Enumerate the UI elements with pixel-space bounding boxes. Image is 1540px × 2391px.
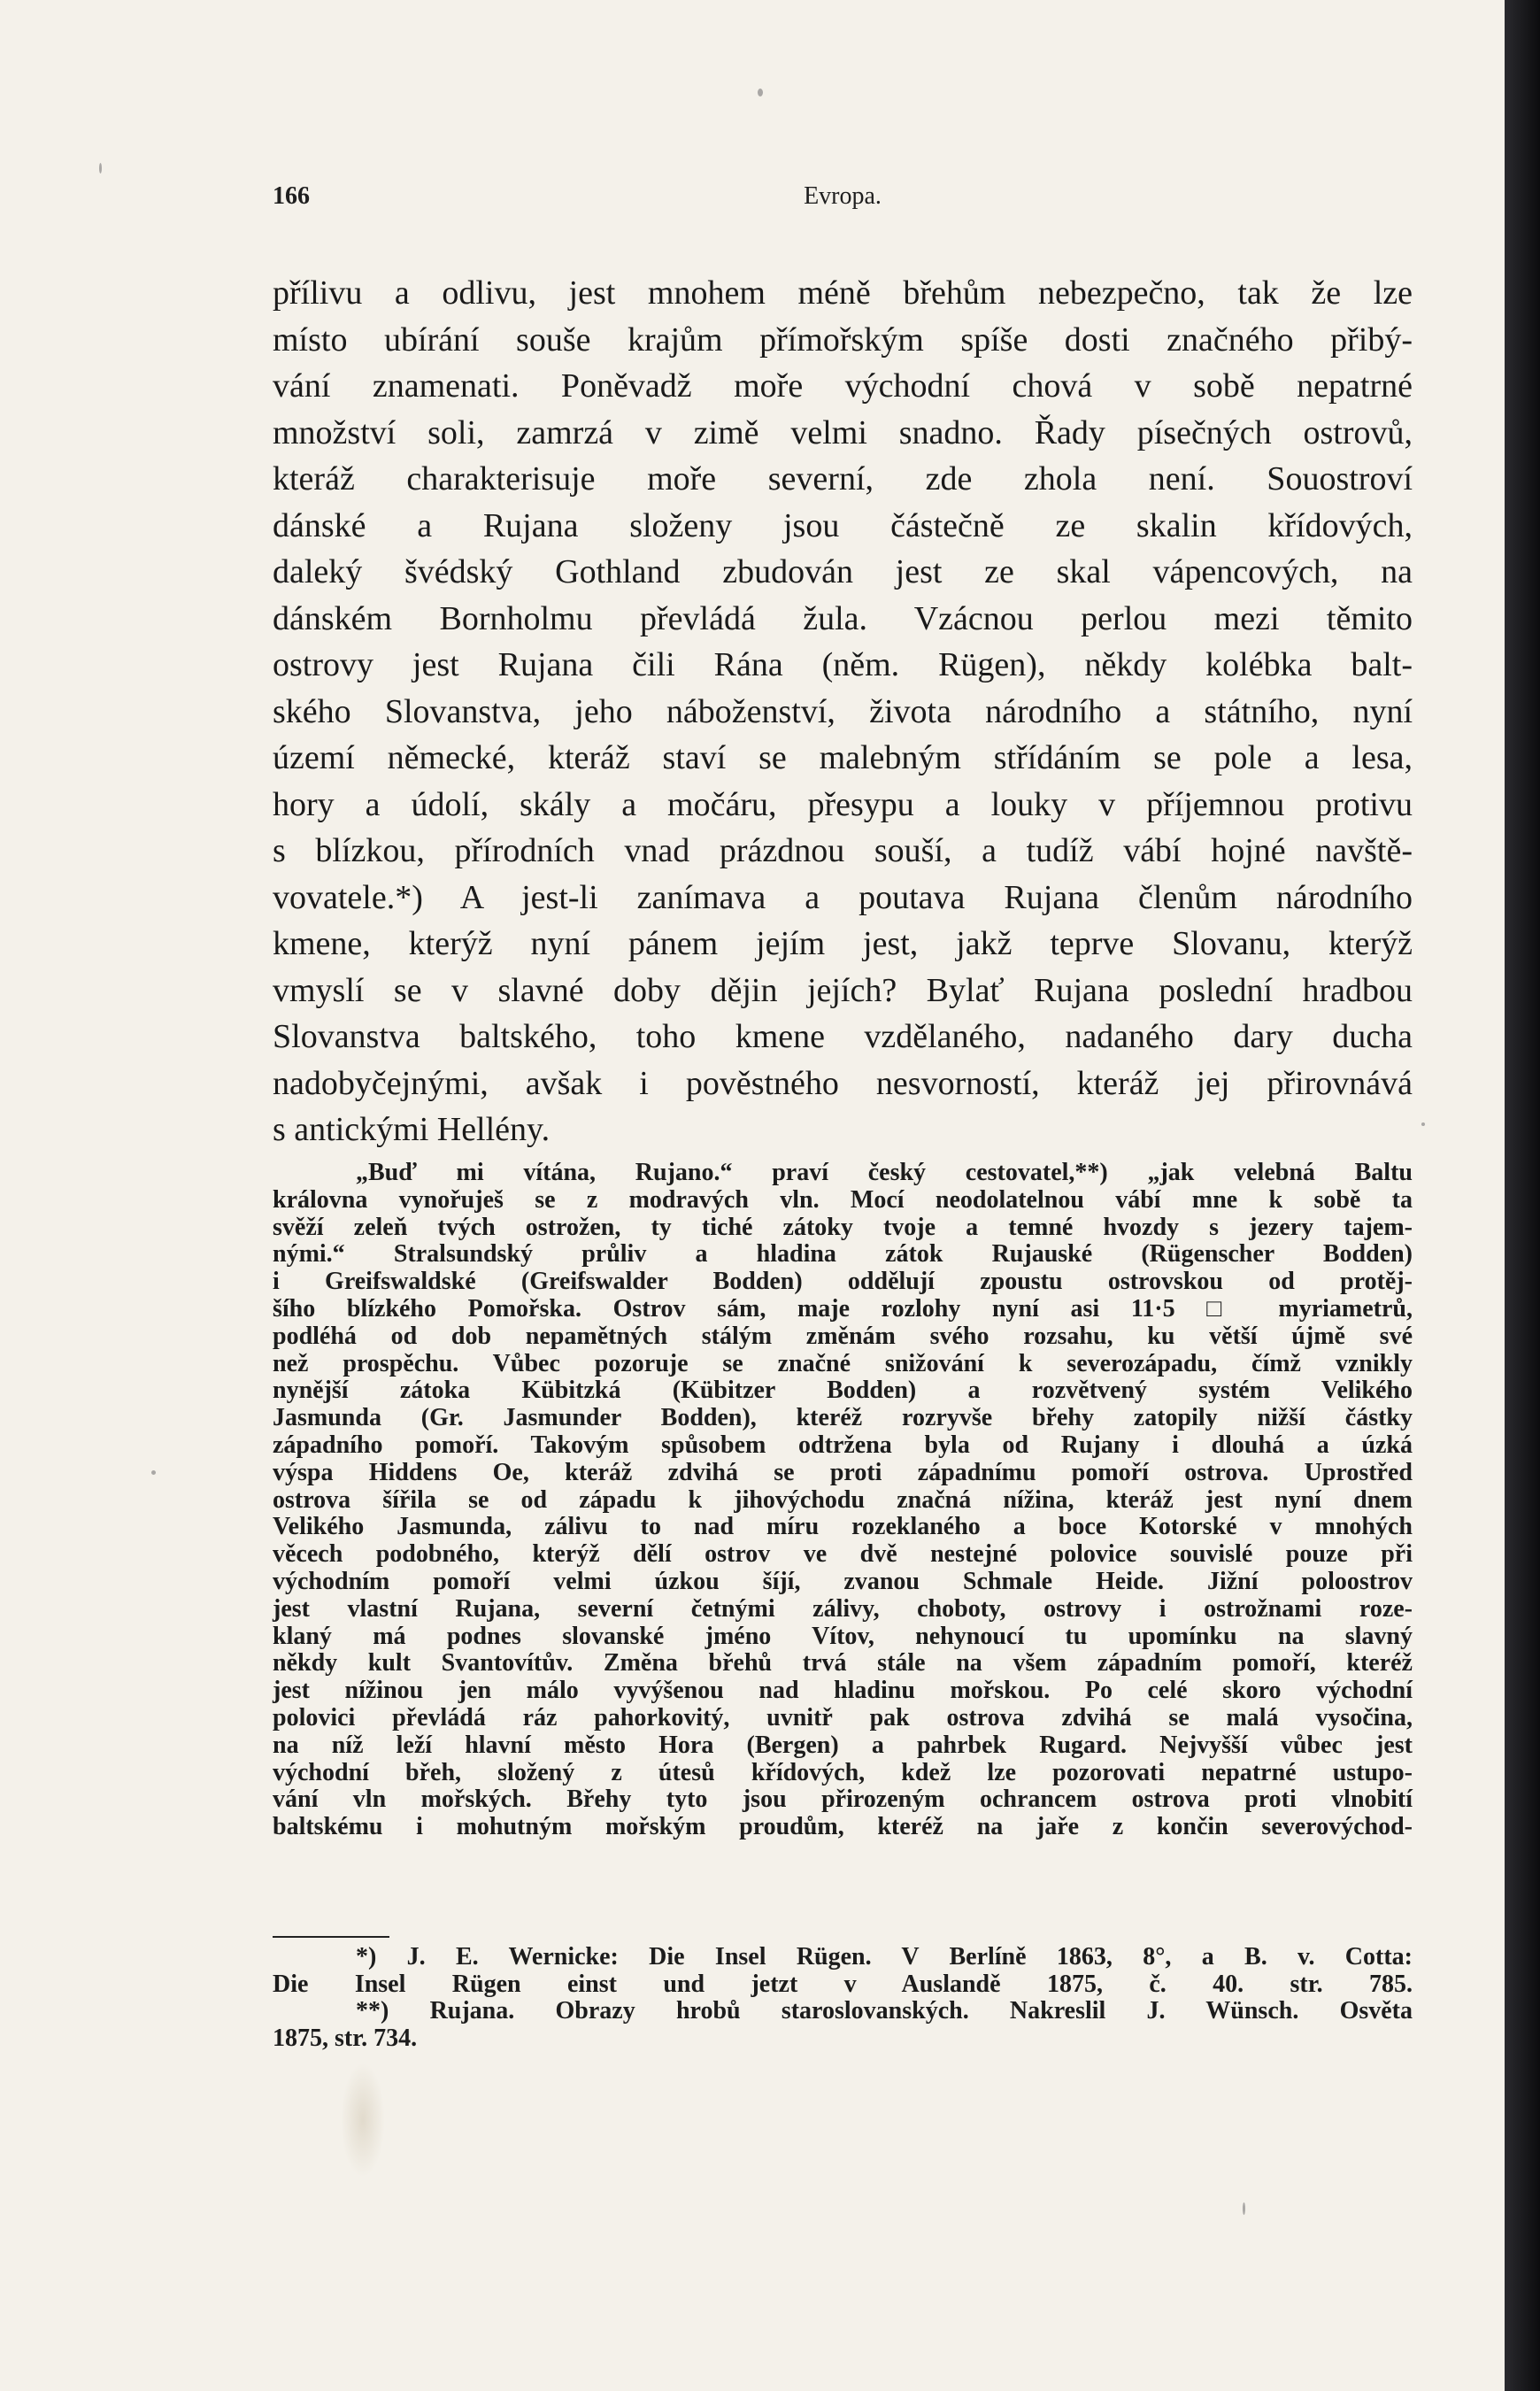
small-line: baltskému i mohutným mořským proudům, kteréž na jaře z končin severovýchod- bbox=[273, 1813, 1413, 1841]
footnotes bbox=[273, 1944, 1413, 2052]
small-line: nými.“ Stralsundský průliv a hladina zátok Rujauské (Rügenscher Bodden) bbox=[273, 1240, 1413, 1269]
footnote-divider bbox=[273, 1936, 389, 1938]
small-line: někdy kult Svantovítův. Změna břehů trvá stále na všem západním pomoří, kteréž bbox=[273, 1649, 1413, 1678]
small-line: královna vynořuješ se z modravých vln. Mocí neodolatelnou vábí mne k sobě ta bbox=[273, 1185, 1413, 1214]
main-line: vání znamenati. Poněvadž moře východní chová v sobě nepatrné bbox=[273, 367, 1413, 405]
small-line: klaný má podnes slovanské jméno Vítov, nehynoucí tu upomínku na slavný bbox=[273, 1622, 1413, 1650]
main-line: dánské a Rujana složeny jsou částečně ze skalin křídových, bbox=[273, 506, 1413, 544]
paper-speck bbox=[99, 163, 102, 174]
small-line: i Greifswaldské (Greifswalder Bodden) oddělují zpoustu ostrovskou od protěj- bbox=[273, 1268, 1413, 1296]
footnote-line: 1875, str. 734. bbox=[273, 2024, 418, 2052]
main-line: vmyslí se v slavné doby dějin jejích? Bylať Rujana poslední hradbou bbox=[273, 971, 1413, 1009]
small-line: svěží zeleň tvých ostrožen, ty tiché zátoky tvoje a temné hvozdy s jezery tajem- bbox=[273, 1213, 1413, 1241]
small-line: nynější zátoka Kübitzká (Kübitzer Bodden) a rozvětvený systém Velikého bbox=[273, 1377, 1413, 1405]
small-line: východním pomoří velmi úzkou šíjí, zvanou Schmale Heide. Jižní poloostrov bbox=[273, 1567, 1413, 1595]
main-line: ského Slovanstva, jeho náboženství, života národního a státního, nyní bbox=[273, 692, 1413, 730]
main-line: s antickými Hellény. bbox=[273, 1111, 551, 1148]
main-line: daleký švédský Gothland zbudován jest ze skal vápencových, na bbox=[273, 553, 1413, 590]
small-line: šího blízkého Pomořska. Ostrov sám, maje rozlohy nyní asi 11·5 □ myriametrů, bbox=[273, 1294, 1413, 1323]
main-line: přílivu a odlivu, jest mnohem méně břehům nebezpečno, tak že lze bbox=[273, 274, 1413, 312]
small-line: jest vlastní Rujana, severní četnými zálivy, choboty, ostrovy i ostrožnami roze- bbox=[273, 1594, 1413, 1623]
main-line: Slovanstva baltského, toho kmene vzdělaného, nadaného dary ducha bbox=[273, 1018, 1413, 1055]
page-number: 166 bbox=[273, 182, 310, 210]
paper-speck bbox=[1243, 2202, 1245, 2215]
scan-edge bbox=[1505, 0, 1540, 2391]
main-line: ostrovy jest Rujana čili Rána (něm. Rügen), někdy kolébka balt- bbox=[273, 646, 1413, 683]
main-line: množství soli, zamrzá v zimě velmi snadno. Řady písečných ostrovů, bbox=[273, 413, 1413, 451]
small-line: podléhá od dob nepamětných stálým změnám svého rozsahu, ku větší újmě své bbox=[273, 1322, 1413, 1350]
small-line: „Buď mi vítána, Rujano.“ praví český cestovatel,**) „jak velebná Baltu bbox=[356, 1159, 1413, 1186]
running-title: Evropa. bbox=[804, 182, 882, 210]
small-line: Jasmunda (Gr. Jasmunder Bodden), kteréž rozryvše břehy zatopily nižší částky bbox=[273, 1404, 1413, 1432]
small-line: výspa Hiddens Oe, kteráž zdvihá se proti západnímu pomoří ostrova. Uprostřed bbox=[273, 1458, 1413, 1486]
main-line: kmene, kterýž nyní pánem jejím jest, jakž teprve Slovanu, kterýž bbox=[273, 925, 1413, 962]
main-line: vovatele.*) A jest-li zanímava a poutava Rujana členům národního bbox=[273, 878, 1413, 916]
footnote-line: Die Insel Rügen einst und jetzt v Auslandě 1875, č. 40. str. 785. bbox=[273, 1970, 1413, 1998]
paper-speck bbox=[1421, 1122, 1425, 1126]
small-line: než prospěchu. Vůbec pozoruje se značné snižování k severozápadu, čímž vznikly bbox=[273, 1349, 1413, 1377]
small-line: ostrova šířila se od západu k jihovýchodu značná nížina, kteráž jest nyní dnem bbox=[273, 1485, 1413, 1514]
main-line: nadobyčejnými, avšak i pověstného nesvorností, kteráž jej přirovnává bbox=[273, 1064, 1413, 1102]
small-line: Velikého Jasmunda, zálivu to nad míru rozeklaného a boce Kotorské v mnohých bbox=[273, 1513, 1413, 1541]
small-line: věcech podobného, kterýž dělí ostrov ve dvě nestejné polovice souvislé pouze při bbox=[273, 1540, 1413, 1569]
main-line: místo ubírání souše krajům přímořským spíše dosti značného přibý- bbox=[273, 320, 1413, 359]
main-line: dánském Bornholmu převládá žula. Vzácnou perlou mezi těmito bbox=[273, 599, 1413, 637]
main-line: území německé, kteráž staví se malebným střídáním se pole a lesa, bbox=[273, 739, 1413, 776]
footnote-line: *) J. E. Wernicke: Die Insel Rügen. V Berlíně 1863, 8°, a B. v. Cotta: bbox=[356, 1943, 1413, 1971]
paper-speck bbox=[151, 1470, 156, 1475]
small-line: východní břeh, složený z útesů křídových, kdež lze pozorovati nepatrné ustupo- bbox=[273, 1758, 1413, 1786]
footnote-line: **) Rujana. Obrazy hrobů staroslovanských. Nakreslil J. Wünsch. Osvěta bbox=[356, 1997, 1413, 2025]
small-line: jest nížinou jen málo vyvýšenou nad hladinu mořskou. Po celé skoro východní bbox=[273, 1677, 1413, 1705]
small-line: vání vln mořských. Břehy tyto jsou přirozeným ochrancem ostrova proti vlnobití bbox=[273, 1786, 1413, 1814]
main-line: hory a údolí, skály a močáru, přesypu a louky v příjemnou protivu bbox=[273, 785, 1413, 823]
main-line: s blízkou, přírodních vnad prázdnou souší, a tudíž vábí hojné navště- bbox=[273, 832, 1413, 869]
paper-stain bbox=[341, 2063, 385, 2178]
small-line: polovici převládá ráz pahorkovitý, uvnitř pak ostrova zdvihá se malá vysočina, bbox=[273, 1703, 1413, 1732]
small-line: na níž leží hlavní město Hora (Bergen) a pahrbek Rugard. Nejvyšší vůbec jest bbox=[273, 1731, 1413, 1759]
small-line: západního pomoří. Takovým spůsobem odtržena byla od Rujany i dlouhá a úzká bbox=[273, 1431, 1413, 1459]
main-line: kteráž charakterisuje moře severní, zde zhola není. Souostroví bbox=[273, 460, 1413, 497]
main-text bbox=[273, 270, 1413, 1153]
paper-speck bbox=[758, 89, 763, 96]
small-print-passage bbox=[273, 1160, 1413, 1841]
